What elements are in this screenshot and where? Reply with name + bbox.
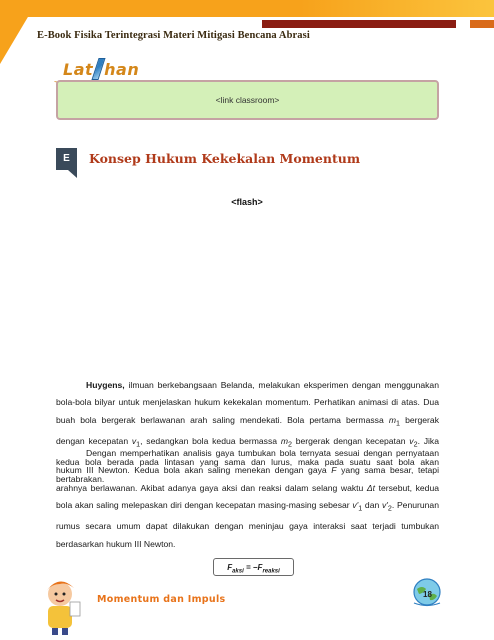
text-run: Dengan memperhatikan analisis gaya tumbukan bola ternyata sesuai dengan pernyataan hukum III Newton. Kedua bola akan saling menekan dengan gaya (56, 448, 439, 476)
text-run: v' (381, 500, 388, 511)
section-title: Konsep Hukum Kekekalan Momentum (89, 151, 361, 166)
text-run: yang sama besar, tetapi arahnya berlawanan. Akibat adanya gaya aksi dan reaksi dalam selang waktu (56, 465, 439, 493)
text-run: F (331, 465, 337, 476)
text-run: bergerak dengan kecepatan (56, 414, 439, 446)
section-badge-tail (68, 170, 77, 178)
footer-subtitle: Momentum dan Impuls (97, 594, 226, 605)
header-stripe-accent (470, 20, 494, 28)
text-run: 1 (136, 440, 141, 449)
text-run: . Penurunan rumus secara umum dapat dilakukan dengan meninjau gaya interaksi saat terjadi tumbukan berdasarkan hukum III Newton. (56, 500, 439, 549)
section-letter-badge: E (56, 148, 77, 170)
paragraph-newton (56, 445, 439, 553)
text-run: . Jika kedua bola berada pada lintasan yang sama dan lurus, maka pada suatu saat bola akan bertabrakan. (56, 435, 439, 485)
student-mascot-icon (36, 572, 88, 636)
momentum-formula-box (213, 558, 294, 576)
text-run: tersebut, kedua bola akan saling melepaskan diri dengan kecepatan masing-masing sebesar (56, 482, 439, 511)
text-run: Δt (366, 482, 376, 493)
page-number: 18 (423, 590, 432, 599)
text-run: bergerak dengan kecepatan (291, 435, 410, 446)
classroom-link-box[interactable] (56, 80, 439, 120)
classroom-link-placeholder[interactable]: <link classroom> (215, 95, 280, 105)
text-run: m (388, 414, 396, 425)
ebook-title: E-Book Fisika Terintegrasi Materi Mitigasi Bencana Abrasi (37, 30, 310, 41)
latihan-logo (63, 58, 139, 80)
text-run: v' (352, 500, 359, 511)
text-run: v (131, 435, 137, 446)
text-run: , sedangkan bola kedua bermassa (140, 435, 281, 446)
text-run: 1 (358, 504, 363, 513)
header-stripe (262, 20, 456, 28)
text-run: m (280, 435, 288, 446)
text-run: v (409, 435, 414, 446)
text-run: dan (362, 500, 382, 511)
text-run: 2 (387, 504, 392, 513)
formula-lhs: F (227, 563, 233, 572)
flash-animation-placeholder[interactable]: <flash> (231, 197, 263, 207)
text-run: 2 (287, 440, 292, 449)
text-run: 1 (396, 419, 400, 428)
text-run: 2 (413, 440, 418, 449)
header-band-gradient (300, 0, 494, 17)
text-run: Huygens, (86, 380, 125, 390)
formula-operator: = −F (243, 563, 263, 572)
text-run: ilmuan berkebangsaan Belanda, melakukan eksperimen dengan menggunakan bola-bola bilyar untuk menjelaskan hukum kekekalan momentum. Perhatikan animasi di atas. Dua buah bola bergerak berlawanan arah saling mendekati. Bola pertama bermassa (56, 380, 439, 425)
latihan-logo-text-start: Lat (63, 60, 94, 79)
formula-lhs-sub: aksi (232, 568, 244, 575)
formula-rhs-sub: reaksi (262, 568, 280, 575)
header-corner (0, 0, 38, 64)
latihan-logo-text-end: han (104, 60, 140, 79)
